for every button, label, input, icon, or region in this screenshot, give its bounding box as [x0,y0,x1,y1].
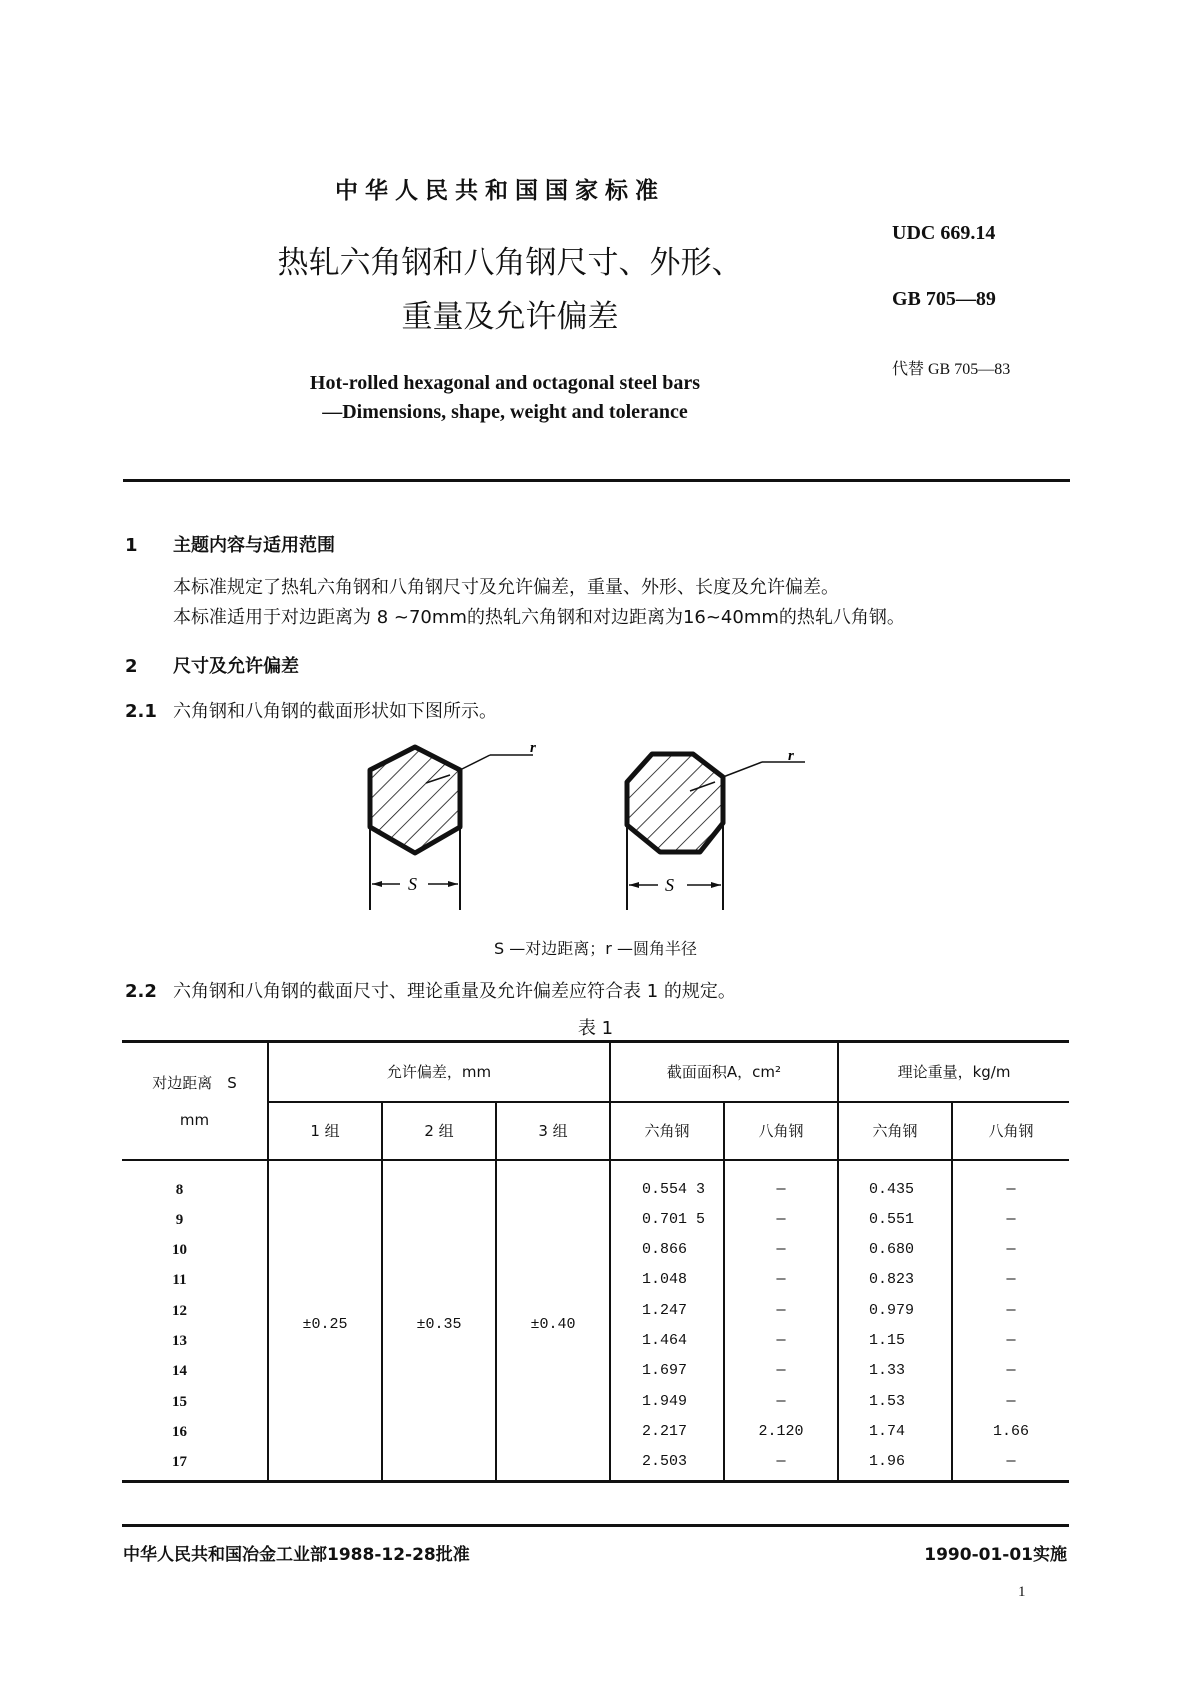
header-s-label: 对边距离 S [152,1074,237,1093]
udc-code: UDC 669.14 [892,222,996,244]
hex-area-value: 2.503 [642,1453,688,1471]
page-number: 1 [1018,1584,1026,1600]
s-value: 16 [172,1423,187,1440]
clause-2-2 [125,977,736,1003]
oct-weight-value: — [1006,1301,1016,1319]
hex-area-value: 1.048 [642,1271,688,1289]
hex-area-value: 1.697 [642,1362,688,1380]
tolerance-group1: ±0.25 [268,1160,382,1482]
hexagon-section-icon [370,747,533,910]
header-hex-area: 六角钢 [610,1102,724,1160]
section-2-heading [125,652,299,678]
s-values-cell [122,1160,268,1482]
effective-date: 1990-01-01实施 [924,1545,1067,1565]
hex-weight-value: 1.53 [869,1392,906,1410]
hex-r-label: r [530,740,536,756]
s-value: 12 [172,1302,187,1319]
oct-r-label: r [788,748,794,764]
clause-number: 2.1 [125,701,157,722]
hex-weight-values [838,1160,952,1482]
tolerance-group2: ±0.35 [382,1160,496,1482]
oct-area-value: — [776,1271,786,1289]
gb-code: GB 705—89 [892,288,996,310]
title-cn-line2: 重量及允许偏差 [401,299,619,335]
national-standard-heading: 中华人民共和国国家标准 [335,178,665,204]
section-1-heading [125,531,335,557]
oct-area-value: — [776,1362,786,1380]
header-oct-area: 八角钢 [724,1102,838,1160]
hex-weight-value: 1.96 [869,1453,906,1471]
hex-weight-value: 1.74 [869,1422,906,1440]
clause-text: 六角钢和八角钢的截面尺寸、理论重量及允许偏差应符合表 1 的规定。 [173,981,736,1002]
hex-area-value: 1.949 [642,1392,688,1410]
oct-area-value: — [776,1241,786,1259]
hex-area-value: 2.217 [642,1422,688,1440]
oct-weight-value: — [1006,1180,1016,1198]
oct-area-value: — [776,1453,786,1471]
oct-weight-value: 1.66 [992,1422,1029,1440]
clause-number: 2.2 [125,981,157,1002]
hex-area-value: 0.701 5 [642,1210,706,1228]
oct-area-value: — [776,1331,786,1349]
oct-area-value: — [776,1301,786,1319]
table-caption: 表 1 [577,1018,614,1039]
hex-weight-value: 1.15 [869,1331,906,1349]
clause-2-1 [125,697,497,723]
section-1-paragraph-2: 本标准适用于对边距离为 8 ~70mm的热轧六角钢和对边距离为16~40mm的热轧八角钢。 [173,607,905,628]
oct-weight-value: — [1006,1271,1016,1289]
approval-statement: 中华人民共和国冶金工业部1988-12-28批准 [123,1545,470,1565]
oct-area-value: — [776,1392,786,1410]
cross-section-figure [340,730,820,920]
header-hex-weight: 六角钢 [838,1102,952,1160]
oct-weight-values [952,1160,1069,1482]
header-oct-weight: 八角钢 [952,1102,1069,1160]
oct-weight-value: — [1006,1453,1016,1471]
title-en-line1: Hot-rolled hexagonal and octagonal steel bars [309,372,701,394]
header-rule [123,479,1070,482]
hex-area-value: 1.247 [642,1301,688,1319]
footer-rule [122,1524,1069,1527]
s-value: 17 [172,1454,187,1471]
header-group3: 3 组 [496,1102,610,1160]
s-value: 13 [172,1332,187,1349]
hex-area-value: 1.464 [642,1331,688,1349]
title-cn-line1: 热轧六角钢和八角钢尺寸、外形、 [277,245,743,281]
hex-s-label: S [408,874,417,894]
header-area: 截面面积A，cm² [610,1042,838,1102]
section-number: 1 [125,535,138,556]
oct-area-values [724,1160,838,1482]
table-1 [122,1040,1069,1483]
header-group2: 2 组 [382,1102,496,1160]
hex-weight-value: 0.680 [869,1241,915,1259]
title-en-line2: —Dimensions, shape, weight and tolerance [322,401,688,423]
s-value: 11 [172,1272,187,1289]
hex-weight-value: 0.823 [869,1271,915,1289]
replaces-code: 代替 GB 705—83 [892,361,1011,378]
oct-weight-value: — [1006,1392,1016,1410]
hex-area-value: 0.866 [642,1241,688,1259]
s-value: 10 [172,1242,187,1259]
hex-weight-value: 0.551 [869,1210,915,1228]
header-tolerance: 允许偏差，mm [268,1042,610,1102]
oct-weight-value: — [1006,1241,1016,1259]
hex-weight-value: 0.979 [869,1301,915,1319]
oct-weight-value: — [1006,1362,1016,1380]
s-value: 14 [172,1363,187,1380]
clause-text: 六角钢和八角钢的截面形状如下图所示。 [173,701,497,722]
octagon-section-icon [627,754,805,910]
section-1-paragraph-1: 本标准规定了热轧六角钢和八角钢尺寸及允许偏差，重量、外形、长度及允许偏差。 [173,577,839,598]
hex-weight-value: 1.33 [869,1362,906,1380]
hex-area-value: 0.554 3 [642,1180,706,1198]
s-value: 15 [172,1393,187,1410]
oct-area-value: 2.120 [758,1422,804,1440]
section-number: 2 [125,656,138,677]
header-weight: 理论重量，kg/m [838,1042,1069,1102]
hex-weight-value: 0.435 [869,1180,915,1198]
tolerance-group3: ±0.40 [496,1160,610,1482]
header-s [122,1042,268,1160]
oct-weight-value: — [1006,1210,1016,1228]
header-group1: 1 组 [268,1102,382,1160]
figure-caption: S —对边距离；r —圆角半径 [494,939,697,958]
oct-area-value: — [776,1210,786,1228]
oct-area-value: — [776,1180,786,1198]
section-title: 主题内容与适用范围 [173,535,335,556]
s-value: 9 [175,1211,184,1228]
oct-weight-value: — [1006,1331,1016,1349]
hex-area-values [610,1160,724,1482]
oct-s-label: S [665,875,674,895]
section-title: 尺寸及允许偏差 [173,656,299,677]
s-value: 8 [175,1181,184,1198]
header-s-unit: mm [179,1111,210,1130]
